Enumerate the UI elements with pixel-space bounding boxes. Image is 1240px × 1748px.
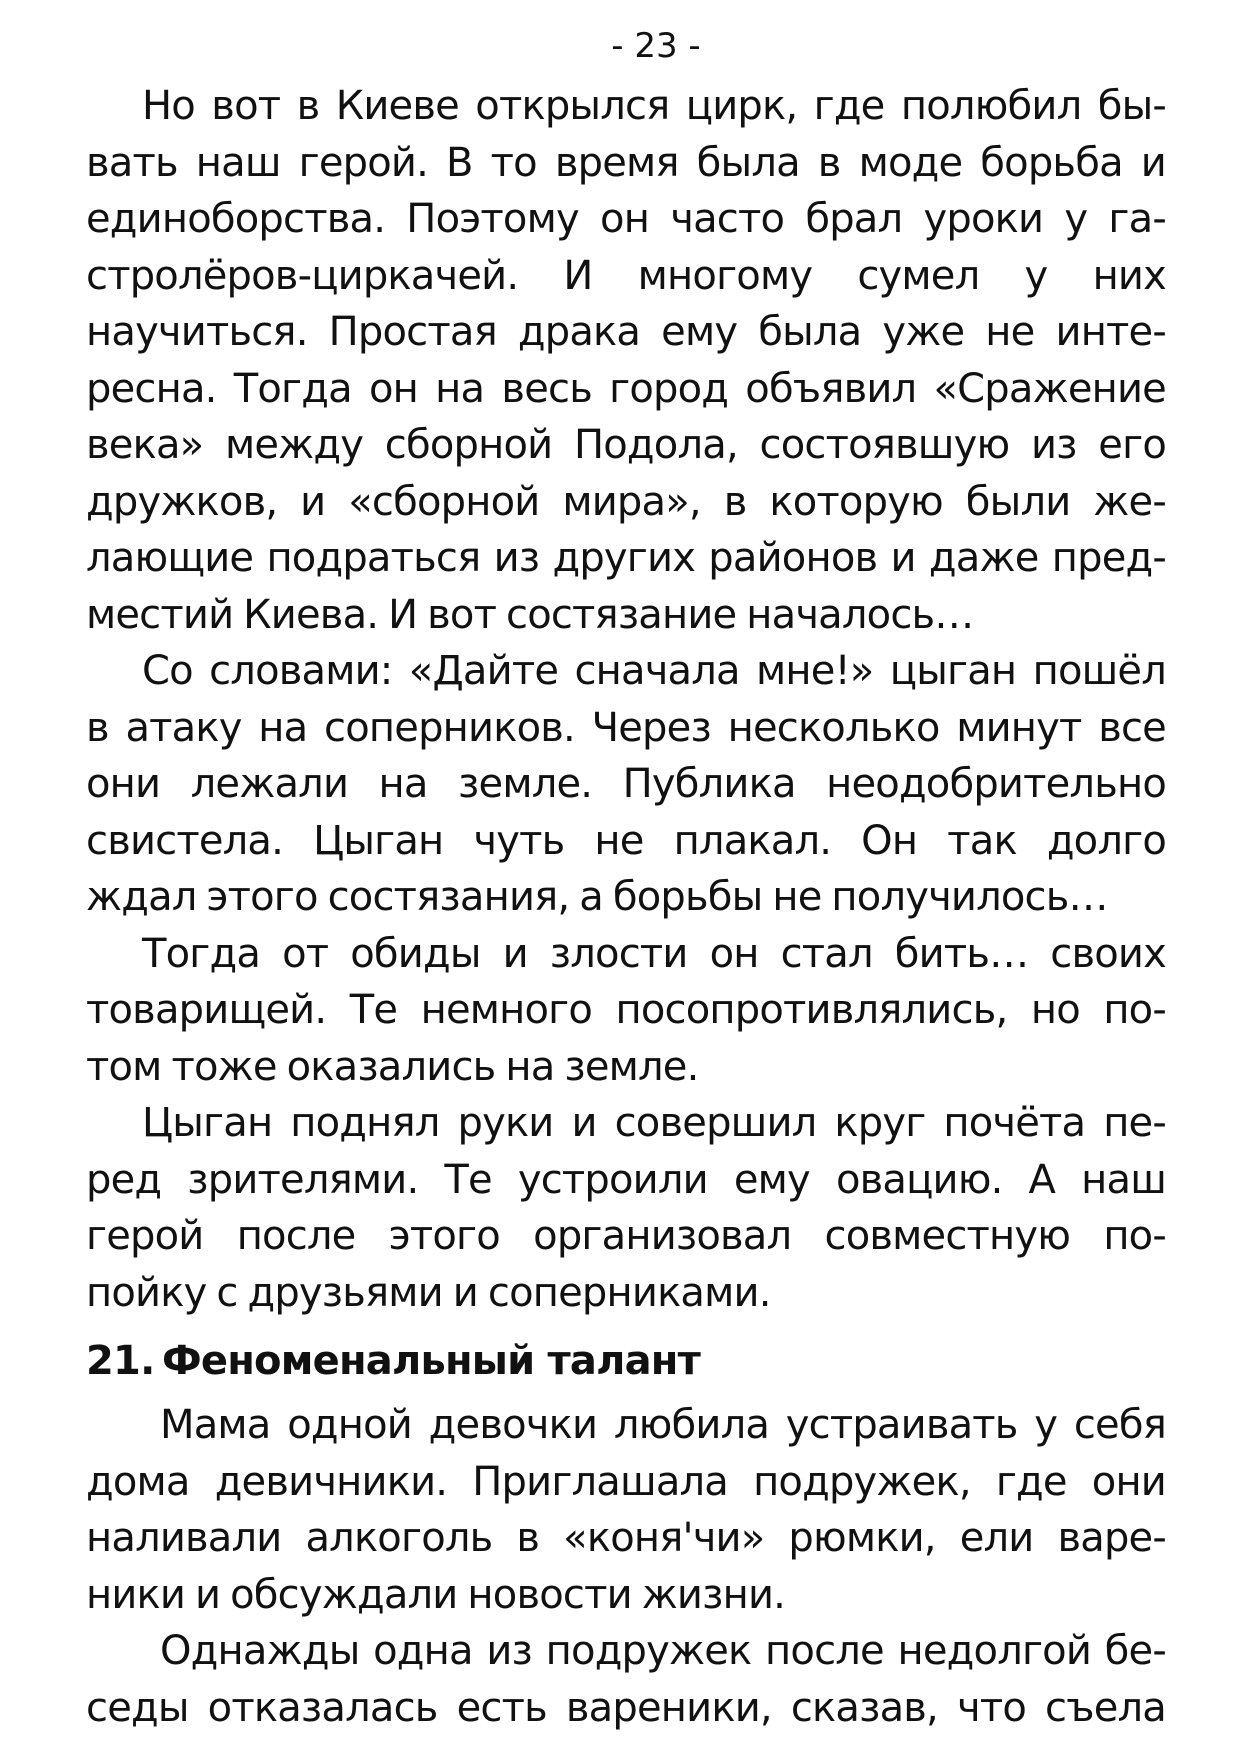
text-line: том тоже оказались на земле. (86, 1043, 699, 1090)
text-line: Тогда от обиды и злости он стал бить… своих (142, 930, 1166, 977)
paragraph-attack (86, 643, 1166, 926)
paragraph-circus (86, 78, 1166, 643)
paragraph-party (86, 1397, 1166, 1623)
section-title: Феноменальный талант (162, 1338, 701, 1384)
main-text (86, 78, 1166, 1321)
text-line: Мама одной девочки любила устраивать у себя (160, 1402, 1166, 1448)
section-number: 21. (86, 1338, 155, 1384)
text-line: местий Киева. И вот состязание началось… (86, 591, 974, 638)
text-line: дружков, и «сборной мира», в которую были же- (86, 478, 1166, 525)
paragraph-ovation (86, 1095, 1166, 1321)
text-line: ред зрителями. Те устроили ему овацию. А наш (86, 1156, 1166, 1203)
text-line: свистела. Цыган чуть не плакал. Он так долго (86, 817, 1166, 864)
text-line: ники и обсуждали новости жизни. (86, 1571, 786, 1618)
text-line: дома девичники. Приглашала подружек, где они (86, 1458, 1166, 1505)
text-line: Но вот в Киеве открылся цирк, где полюбил бы- (142, 83, 1166, 129)
text-line: в атаку на соперников. Через несколько минут все (86, 704, 1166, 751)
paragraph-friends (86, 926, 1166, 1096)
text-line: ждал этого состязания, а борьбы не получилось… (86, 874, 1108, 920)
section-heading (86, 1331, 1166, 1391)
text-line: товарищей. Те немного посопротивлялись, но по- (86, 987, 1166, 1033)
text-line: единоборства. Поэтому он часто брал уроки у га- (86, 196, 1166, 242)
text-line: седы отказалась есть вареники, сказав, что съела (86, 1684, 1166, 1731)
text-line: лающие подраться из других районов и даже пред- (86, 535, 1166, 581)
section-text (86, 1397, 1166, 1736)
text-line: ресна. Тогда он на весь город объявил «Сражение (86, 365, 1166, 412)
text-line: Цыган поднял руки и совершил круг почёта пе- (142, 1100, 1166, 1146)
text-line: научиться. Простая драка ему была уже не инте- (86, 309, 1166, 355)
document-page (86, 18, 1166, 1736)
text-line: вать наш герой. В то время была в моде борьба и (86, 139, 1166, 186)
text-line: Со словами: «Дайте сначала мне!» цыган пошёл (142, 648, 1166, 694)
text-line: века» между сборной Подола, состоявшую из его (86, 422, 1166, 468)
text-line: стролёров-циркачей. И многому сумел у них (86, 252, 1166, 299)
text-line: они лежали на земле. Публика неодобрительно (86, 761, 1166, 807)
text-line: Однажды одна из подружек после недолгой бе- (160, 1628, 1166, 1674)
paragraph-dumplings (86, 1623, 1166, 1736)
page-number: - 23 - (611, 26, 701, 66)
text-line: пойку с друзьями и соперниками. (86, 1269, 771, 1316)
text-line: герой после этого организовал совместную по- (86, 1213, 1166, 1259)
text-line: наливали алкоголь в «коня'чи» рюмки, ели варе- (86, 1515, 1166, 1561)
